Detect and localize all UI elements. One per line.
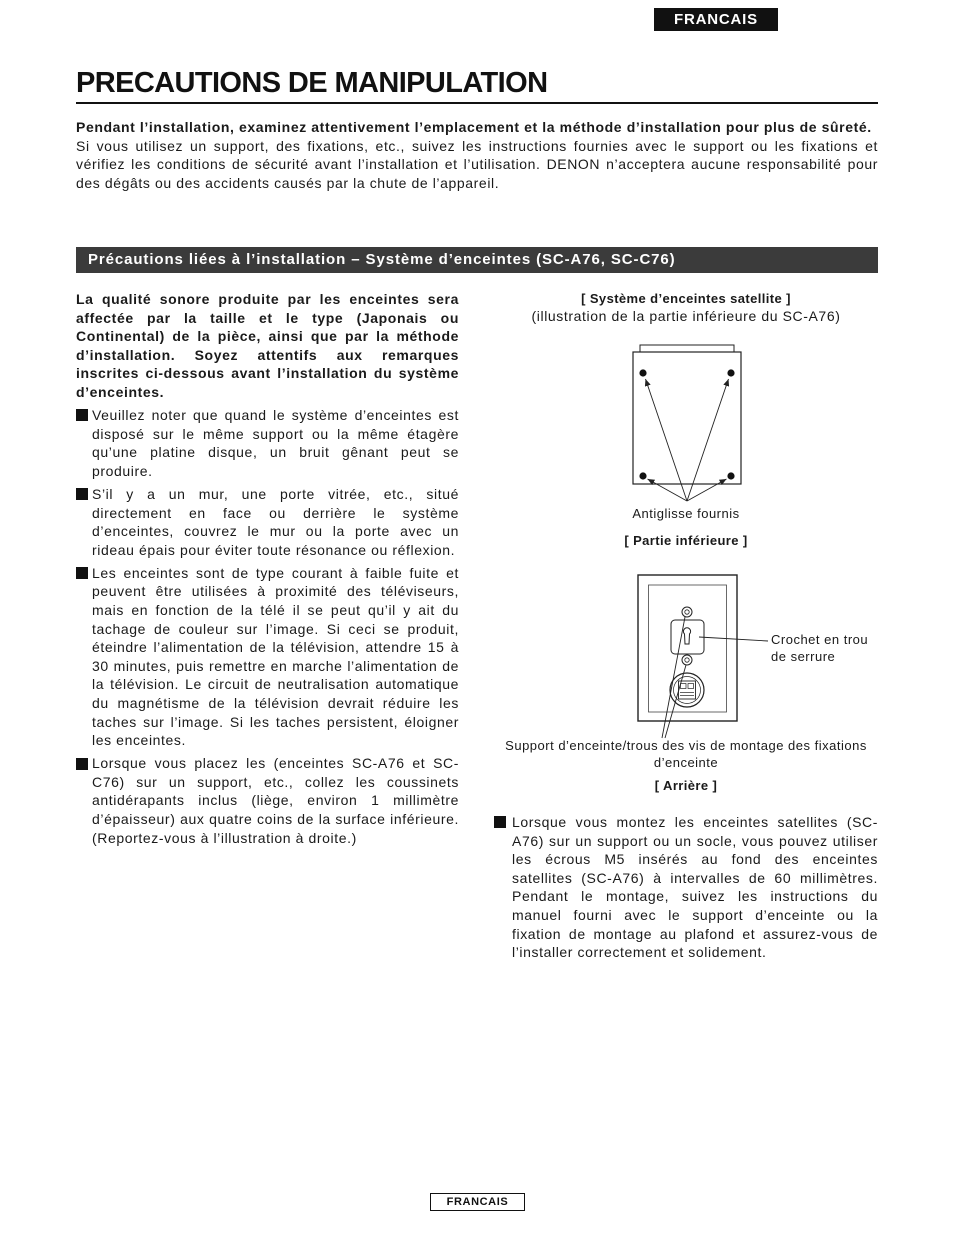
speaker-bottom-view (633, 345, 741, 501)
page-title: PRECAUTIONS DE MANIPULATION (76, 67, 548, 99)
anti-slip-pad (639, 369, 646, 376)
figure-title: [ Système d’enceintes satellite ] (581, 291, 791, 306)
anti-slip-callout: Antiglisse fournis (632, 506, 740, 521)
section-heading: Précautions liées à l’installation – Système d’enceintes (SC-A76, SC-C76) (76, 247, 878, 273)
list-item (76, 406, 459, 480)
left-column (76, 290, 459, 852)
figure-subtitle: (illustration de la partie inférieure du SC-A76) (531, 308, 841, 324)
mounting-screw-hole (682, 607, 692, 617)
speaker-bottom-outline (633, 352, 741, 484)
language-tab: FRANCAIS (654, 8, 778, 31)
list-item (76, 564, 459, 750)
rear-view-caption: [ Arrière ] (654, 778, 718, 793)
intro-note: Si vous utilisez un support, des fixations, etc., suivez les instructions fournies avec le support ou les fixations et vérifiez les conditions de sécurité avant l’installation et l’utilisation. DENON n’acceptera aucune responsabilité pour des dégâts ou des accidents causés par la chute de l’appareil. (76, 137, 878, 191)
list-item-text: Lorsque vous placez les (enceintes SC-A76 et SC-C76) sur un support, etc., collez les coussinets antidérapants inclus (liège, environ 1 millimètre d’épaisseur) aux quatre coins de la surface inférieure. (Reportez-vous à l’illustration à droite.) (92, 755, 459, 846)
list-item (76, 754, 459, 847)
list-item-text: S’il y a un mur, une porte vitrée, etc., situé directement en face ou derrière le système d’enceintes, couvrez le mur ou la porte avec un rideau épais pour éviter toute résonance ou réflexion. (92, 485, 459, 558)
mounting-screw-hole (682, 655, 692, 665)
square-bullet-icon (76, 567, 88, 579)
speaker-rear-view (638, 575, 768, 738)
list-item-text: Lorsque vous montez les enceintes satellites (SC-A76) sur un support ou un socle, vous pouvez utiliser les écrous M5 insérés au fond des enceintes satellites (SC-A76) à intervalles de 60 millimètres. Pendant le montage, suivez les instructions du manuel fourni avec le support d’enceinte ou la fixation de montage au plafond et assurez-vous de l’installer correctement et solidement. (512, 814, 878, 961)
square-bullet-icon (494, 816, 506, 828)
section-lead: La qualité sonore produite par les enceintes sera affectée par la taille et le type (Japonais ou Continental) de la pièce, ainsi que par la méthode d’installation. Soyez attentifs aux remarques inscrites ci-dessous avant l’installation du système d’enceintes. (76, 291, 459, 400)
right-column-list (494, 813, 878, 966)
list-item (76, 485, 459, 559)
mount-holes-callout: Support d’enceinte/trous des vis de montage des fixations d’enceinte (505, 738, 867, 770)
keyhole-callout: Crochet en trou de serrure (771, 632, 869, 664)
square-bullet-icon (76, 758, 88, 770)
bottom-view-caption: [ Partie inférieure ] (624, 533, 748, 548)
list-item-text: Les enceintes sont de type courant à faible fuite et peuvent être utilisées à proximité des téléviseurs, mais en fonction de la télé il se peut qu’il y ait du tachage de couleur sur l’image. Si ceci se produit, éteindre l’alimentation de la télévision, attendre 15 à 30 minutes, puis remettre en marche l’alimentation de la télévision. Le circuit de neutralisation automatique du magnétisme de la télévision devrait réduire les taches sur l’image. Si les taches persistent, éloigner les enceintes. (92, 564, 459, 749)
anti-slip-pad (639, 472, 646, 479)
anti-slip-pad (727, 369, 734, 376)
title-rule (76, 102, 878, 104)
anti-slip-pad (727, 472, 734, 479)
square-bullet-icon (76, 488, 88, 500)
speaker-front-lip (640, 345, 734, 352)
footer-language-tab: FRANCAIS (430, 1193, 525, 1211)
intro-block (76, 118, 878, 192)
intro-warning: Pendant l’installation, examinez attentivement l’emplacement et la méthode d’installation pour plus de sûreté. (76, 119, 872, 135)
list-item-text: Veuillez noter que quand le système d’enceintes est disposé sur le même support ou la même étagère qu’une platine disque, un bruit gênant peut se produire. (92, 407, 459, 479)
square-bullet-icon (76, 409, 88, 421)
list-item (494, 813, 878, 962)
